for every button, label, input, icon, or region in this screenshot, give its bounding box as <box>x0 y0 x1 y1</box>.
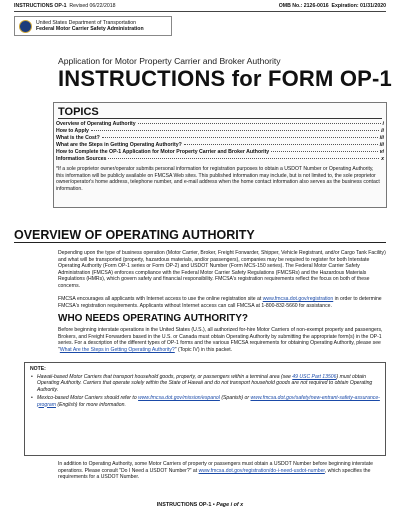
overview-paragraph-2: FMCSA encourages all applicants with Internet access to use the online registration site at www.fmcsa.dot.gov/registration in order to determine FMCSA's registration requirements. Applicants without Internet access can call FMCSA at 1-800-832-5660 for assistance. <box>58 296 382 309</box>
agency-line2: Federal Motor Carrier Safety Administration <box>36 26 144 32</box>
usc-link[interactable]: 49 USC Part 13506 <box>292 373 337 380</box>
toc-item[interactable]: What is the Cost? iii <box>56 135 384 142</box>
agency-logo-block <box>14 16 172 36</box>
overview-divider <box>14 242 386 243</box>
overview-heading: OVERVIEW OF OPERATING AUTHORITY <box>14 228 255 242</box>
toc-item[interactable]: How to Apply ii <box>56 128 384 135</box>
topics-footnote: *If a sole proprietor owner/operator submits personal information for registration purposes to obtain a USDOT Number or Operating Authority, this information will be publicly available on FMCSA Web sites. This published information may include, but is not limited to, the sole proprietor owner/operator's home address, telephone number, and e-mail address when the home contact information also serves as the business contact information. <box>56 166 380 192</box>
table-of-contents <box>56 121 384 164</box>
note-box <box>24 362 386 456</box>
header-divider <box>14 11 386 12</box>
usdot-link[interactable]: www.fmcsa.dot.gov/registration/do-i-need-usdot-number <box>198 467 325 474</box>
who-needs-paragraph: Before beginning interstate operations in the United States (U.S.), all authorized for-hire Motor Carriers of non-exempt property and passengers, Brokers, and Freight Forwarders based in the U.S. or Canada must obtain Operating Authority by submitting the appropriate form(s) in the OP-1 series. For a description of the different types of OP-1 forms and the various FMCSA requirements for obtaining Operating Authority, please see "What Are the Steps in Getting Operating Authority?" (Topic IV) in this packet. <box>58 327 383 353</box>
note-heading: NOTE: <box>30 366 46 372</box>
document-subtitle: Application for Motor Property Carrier and Broker Authority <box>58 56 281 66</box>
note-bullet-mexico: • Mexico-based Motor Carriers should refer to www.fmcsa.dot.gov/mission/espanol (Spanish) or www.fmcsa.dot.gov/safety/new-entrant-safety-assurance-program (English) for more information. <box>30 395 380 408</box>
registration-link[interactable]: www.fmcsa.dot.gov/registration <box>262 296 334 302</box>
header-omb: OMB No.: 2126-0016 Expiration: 01/31/2020 <box>278 3 386 9</box>
document-title: INSTRUCTIONS for FORM OP-1 <box>58 66 392 91</box>
agency-line1: United States Department of Transportation <box>36 19 137 26</box>
topics-heading: TOPICS <box>58 106 99 118</box>
toc-item[interactable]: Overview of Operating Authority i <box>56 121 384 127</box>
new-entrant-link[interactable]: www.fmcsa.dot.gov/safety/new-entrant-safety-assurance-program <box>37 395 380 408</box>
note-bullet-hawaii: • Hawaii-based Motor Carriers that transport household goods, property, or passengers within a terminal area (see 49 USC Part 13506) must obtain Operating Authority. Carriers that operate solely within the State of Hawaii and do not transport household goods are not required to obtain Operating Authority. <box>30 374 380 394</box>
who-needs-heading: WHO NEEDS OPERATING AUTHORITY? <box>58 313 248 324</box>
dot-seal-icon <box>19 20 32 33</box>
page-footer: INSTRUCTIONS OP-1 • Page i of x <box>156 502 244 508</box>
toc-item[interactable]: How to Complete the OP-1 Application for Motor Property Carrier and Broker Authority vi <box>56 149 384 156</box>
toc-item[interactable]: What are the Steps in Getting Operating Authority? iii <box>56 142 384 149</box>
espanol-link[interactable]: www.fmcsa.dot.gov/mission/espanol <box>138 395 220 401</box>
topics-divider <box>58 118 382 119</box>
usdot-paragraph: In addition to Operating Authority, some Motor Carriers of property or passengers must obtain a USDOT Number before beginning interstate operations. Please consult "Do I Need a USDOT Number?" at www.fmcsa.dot.gov/registration/do-i-need-usdot-number, which specifies the requirements for a USDOT Number. <box>58 461 373 481</box>
overview-paragraph-1: Depending upon the type of business operation (Motor Carrier, Broker, Freight Forwarder, Shipper, Vehicle Registrant, and/or Cargo Tank Facility) and what will be transported (property, hazardous materials, and/or passengers), companies may be required to register for both Interstate Operating Authority (Form OP-1 series or Form OP-2) and USDOT Number (Form MCS-150 series). The Federal Motor Carrier Safety Administration (FMCSA) enforces compliance with the Federal Motor Carrier Safety Regulations (FMCSRs) and the Hazardous Materials Regulations (HMRs), which govern safety and financial responsibility. FMCSA's registration requirements reflect the focus on both of these concerns. <box>58 250 386 289</box>
steps-topic-link[interactable]: What Are the Steps in Getting Operating Authority? <box>59 346 175 353</box>
header-form-id: INSTRUCTIONS OP-1 Revised 06/22/2018 <box>14 3 116 9</box>
toc-item[interactable]: Information Sources x <box>56 156 384 163</box>
